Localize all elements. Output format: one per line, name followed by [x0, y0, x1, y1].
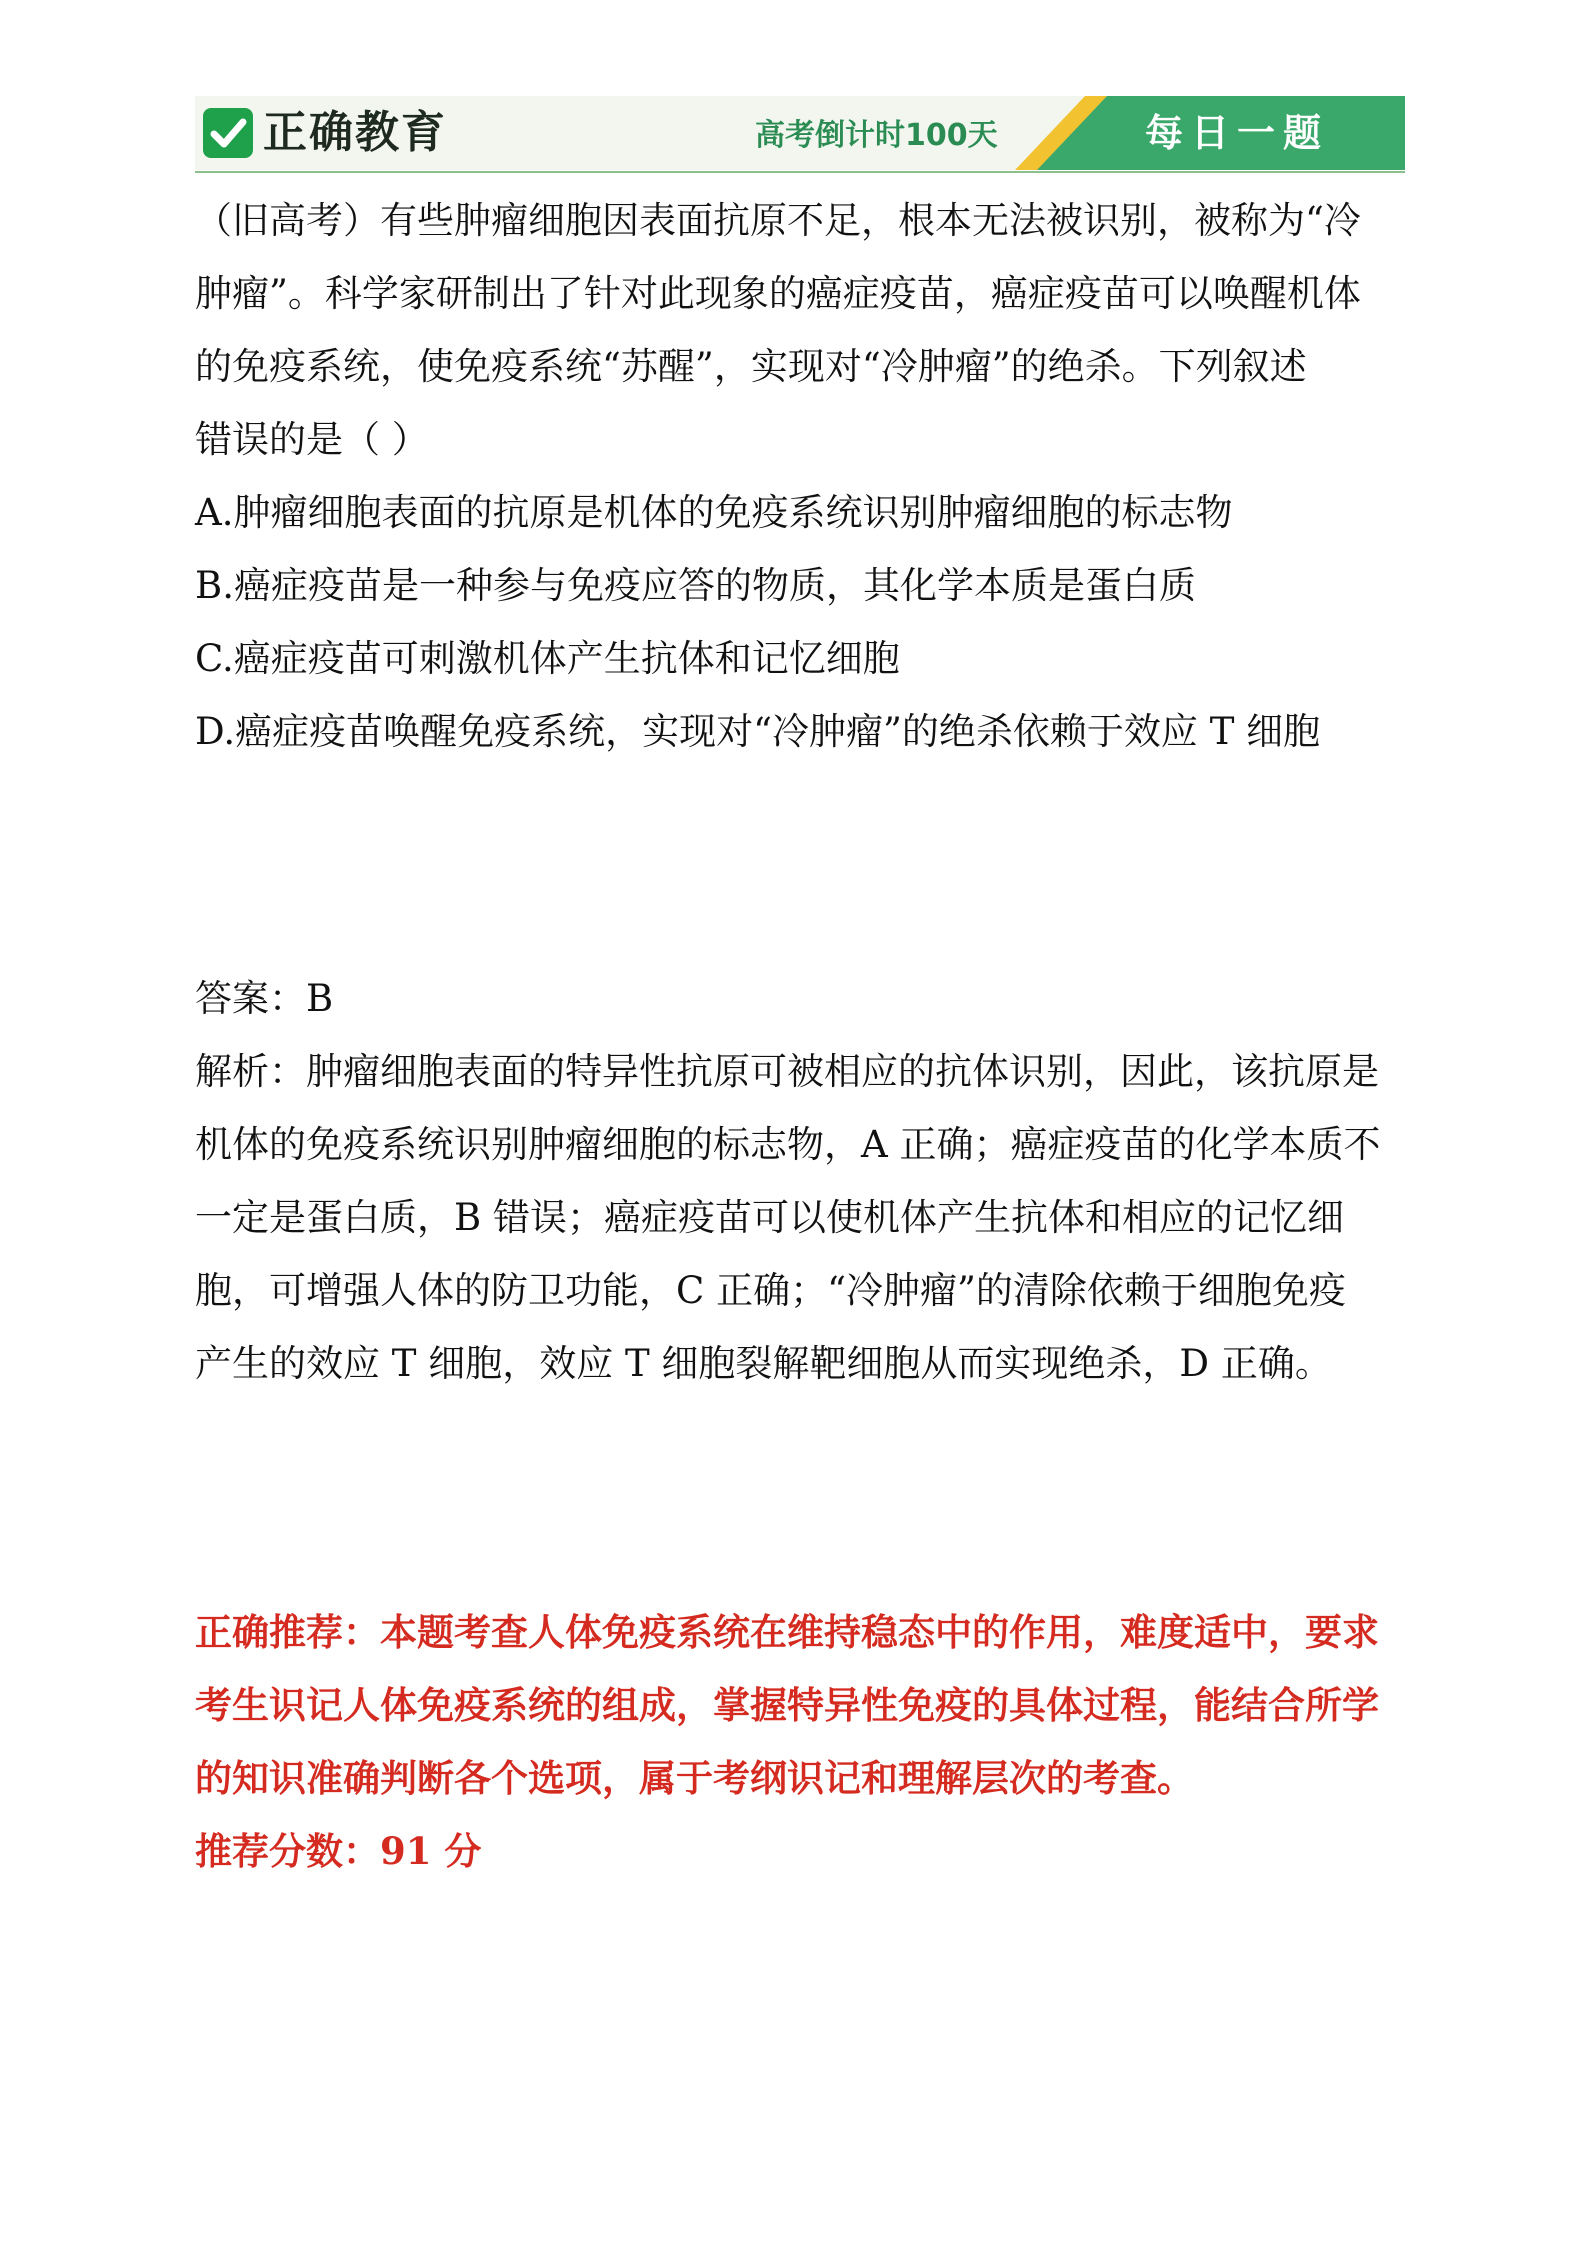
- option-b: B.癌症疫苗是一种参与免疫应答的物质，其化学本质是蛋白质: [195, 564, 1196, 607]
- question-section: [195, 184, 1410, 768]
- daily-question-label: 每日一题: [1145, 111, 1330, 155]
- daily-question-banner: [1015, 96, 1405, 170]
- answer-section: [195, 962, 1410, 1400]
- question-stem-line: 的免疫系统，使免疫系统“苏醒”，实现对“冷肿瘤”的绝杀。下列叙述: [195, 345, 1307, 388]
- answer-line: 答案：B: [195, 977, 334, 1020]
- question-stem-line: 错误的是（ ）: [195, 418, 429, 461]
- recommendation-line: 的知识准确判断各个选项，属于考纲识记和理解层次的考查。: [195, 1756, 1194, 1800]
- countdown-text: 高考倒计时100天: [755, 118, 998, 153]
- question-stem-line: （旧高考）有些肿瘤细胞因表面抗原不足，根本无法被识别，被称为“冷: [195, 199, 1361, 242]
- option-c: C.癌症疫苗可刺激机体产生抗体和记忆细胞: [195, 637, 900, 680]
- brand-name: 正确教育: [263, 107, 447, 158]
- header-divider: [195, 171, 1405, 173]
- recommendation-line: 正确推荐：本题考查人体免疫系统在维持稳态中的作用，难度适中，要求: [195, 1610, 1379, 1654]
- option-d: D.癌症疫苗唤醒免疫系统，实现对“冷肿瘤”的绝杀依赖于效应 T 细胞: [195, 710, 1321, 753]
- analysis-line: 解析：肿瘤细胞表面的特异性抗原可被相应的抗体识别，因此，该抗原是: [195, 1050, 1379, 1093]
- page-header: [195, 96, 1405, 170]
- recommendation-section: [195, 1596, 1410, 1888]
- recommendation-line: 考生识记人体免疫系统的组成，掌握特异性免疫的具体过程，能结合所学: [195, 1683, 1379, 1727]
- analysis-line: 胞，可增强人体的防卫功能，C 正确；“冷肿瘤”的清除依赖于细胞免疫: [195, 1269, 1346, 1312]
- checkmark-icon: [203, 108, 253, 158]
- analysis-line: 机体的免疫系统识别肿瘤细胞的标志物，A 正确；癌症疫苗的化学本质不: [195, 1123, 1381, 1166]
- recommended-score: 推荐分数：91 分: [195, 1829, 482, 1873]
- analysis-line: 一定是蛋白质，B 错误；癌症疫苗可以使机体产生抗体和相应的记忆细: [195, 1196, 1344, 1239]
- analysis-line: 产生的效应 T 细胞，效应 T 细胞裂解靶细胞从而实现绝杀，D 正确。: [195, 1342, 1332, 1385]
- question-stem-line: 肿瘤”。科学家研制出了针对此现象的癌症疫苗，癌症疫苗可以唤醒机体: [195, 272, 1361, 315]
- option-a: A.肿瘤细胞表面的抗原是机体的免疫系统识别肿瘤细胞的标志物: [195, 491, 1233, 534]
